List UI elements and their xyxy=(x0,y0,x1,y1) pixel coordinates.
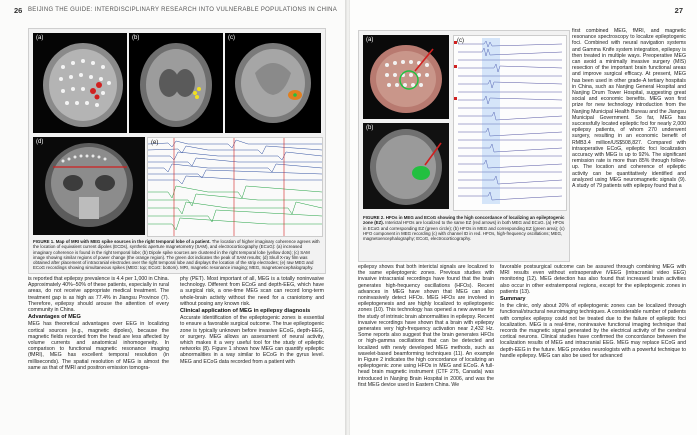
left-col2-paragraph: phy (PET). Most important of all, MEG is a totally noninvasive technology. Different from ECoG and depth-EEG, which have a surgical risk, a one-time MEG scan can record long-term whole-brain activity without the need for a craniotomy and without posing any known risk. xyxy=(180,276,324,307)
panel-label-a: (a) xyxy=(36,35,44,41)
heading-clinical-application: Clinical application of MEG in epilepsy diagnosis xyxy=(180,308,311,315)
figure-1-panel-d xyxy=(33,137,145,235)
left-page xyxy=(0,0,346,435)
panel-label-b: (b) xyxy=(132,35,140,41)
figure-2-panel-c xyxy=(453,35,567,211)
ecog-brain-image xyxy=(363,35,449,119)
panel-label-2a: (a) xyxy=(366,37,374,43)
left-col1-paragraph: is reported that epilepsy prevalence is 4.4 per 1,000 in China. Approximately 40%–50% of these patients, especially in rural areas, do not receive appropriate medical treatment. The treatment gap is as high as 77.4% in Jiangsu Province (7). Therefore, epilepsy should arouse the attention of every community in China. xyxy=(28,276,170,314)
right-page-number: 27 xyxy=(674,6,683,15)
figure-2-caption-text: Interictal HFOs are localized to the same EZ (red arrows) in both MEG and ECoG. (a) HFOs in ECoG and corresponding EZ (green circle); (b) HFOs in MEG and corresponding EZ (green area); (c) HFO component in MEG recording (c) with channel ID in red. HFOs, high-frequency oscillations; MEG, magnetoencephalography; ECoG, electrocorticography. xyxy=(363,220,565,242)
panel-label-e: (e) xyxy=(151,140,159,146)
figure-1-panel-a xyxy=(33,33,127,133)
panel-label-c: (c) xyxy=(228,35,235,41)
panel-label-d: (d) xyxy=(36,139,44,145)
skull-xray-image xyxy=(33,137,145,235)
left-column-1 xyxy=(28,276,169,372)
heading-summary: Summary xyxy=(500,296,526,303)
right-col1-paragraph: epilepsy shows that both interictal signals are localized to the same epileptogenic zones. Previous studies with invasive intracranial recordings have found that the brain generates high-frequency oscillations (HFOs). Recent advances in MEG have shown that MEG can also noninvasively detect HFOs. MEG HFOs are involved in epileptogenesis and are highly localized to epileptogenic zones (10). This technology has opened a new avenue for the study of intrinsic brain abnormalities in epilepsy. Recent invasive recordings have shown that a brain with epilepsy generates very high-frequency activation near 2,432 Hz. Some reports also suggest that the brain generates HFOs or high-gamma oscillations that can be detected and localized with newly developed MEG methods, such as wavelet-based beamforming techniques (11). An example in Figure 2 indicates the high concordance of localizing an epileptogenic zone using HFOs in MEG and ECoG. A full-head brain magnetic instrument (CTF 275, Canada) was introduced in Nanjing Brain Hospital in 2006, and was the first MEG device used in Eastern China. We xyxy=(358,264,494,388)
right-col2-paragraph: favorable postsurgical outcome can be assured through combining MEG with MRI results even without extraoperative iVEEG (intracranial video EEG) monitoring (12). MEG detection has also found that increased brain activities also occur in other extratemporal regions, except for the epileptogenic zones in patients (13). xyxy=(500,264,686,295)
figure-1-panel-e xyxy=(147,137,323,237)
axial-mri-image xyxy=(129,33,223,133)
figure-2-panel-a xyxy=(363,35,449,119)
figure-1-caption xyxy=(33,239,321,271)
left-running-head: BEIJING THE GUIDE: INTERDISCIPLINARY RESEARCH INTO VULNERABLE POPULATIONS IN CHINA xyxy=(28,7,338,13)
panel-label-2c: (c) xyxy=(457,38,464,44)
right-side-column xyxy=(572,28,686,190)
coronal-mri-image xyxy=(225,33,321,133)
left-column-2 xyxy=(180,276,324,366)
hfo-traces-image xyxy=(454,36,566,210)
panel-label-2b: (b) xyxy=(366,125,374,131)
figure-1-panel-c xyxy=(225,33,321,133)
figure-1-caption-title: FIGURE 1. Map of MRI with MEG spike sources in the right temporal lobe of a patient. xyxy=(33,239,211,244)
right-column-2 xyxy=(500,264,686,360)
figure-1-panel-b xyxy=(129,33,223,133)
right-page xyxy=(350,0,697,435)
left-page-number: 26 xyxy=(14,6,23,15)
heading-advantages-of-meg: Advantages of MEG xyxy=(28,314,81,321)
figure-2-caption-title: FIGURE 2. HFOs in MEG and ECoG showing the high concordance of localizing an epileptogenic zone (EZ). xyxy=(363,215,565,226)
figure-2-caption xyxy=(363,215,565,241)
meg-mri-image xyxy=(363,123,449,209)
right-side-paragraph: first combined MEG, fMRI, and magnetic resonance spectroscopy to localize epileptogenic foci. Combined with neural navigation systems and Gamma Knife system integration, epilepsy is then treated in multiple ways. Preoperative MEG can avoid a minimally invasive surgery (MIS) resection of the important brain functional areas and improve surgical efficacy. At present, MEG has been used in other grade-A tertiary hospitals in China, such as Nanjing General Hospital and Nanjing Drum Tower Hospital, suggesting great social and economic benefits. MEG won first prize for new technology introduction from the Nanjing Municipal Health Bureau and the Jiangsu Municipal Government. So far, MEG has successfully located epileptic foci for nearly 2,000 epilepsy patients, of whom 270 underwent surgery, resulting in an economic benefit of RMB3.4 million/US$508,827. Compared with intraoperative ECoG, epileptic foci localization accuracy with MEG is up to 92%. The significant remission rate is more than 85% through follow-up. The location and coherence of epileptic activity can be quantitatively identified and analyzed using MEG neuromagnetic signals (9). A study of 79 patients with epilepsy found that a xyxy=(572,28,686,190)
figure-1-caption-text: The location of higher imaginary coherence agrees with the location of equivalent current dipoles (ECDs), synthetic aperture magnetometry (SAM), and electrocorticography (ECoG): (a) increased imaginary coherence is found in the right temporal lobe; (b) Dipole spike sources are clustered in the right temporal lobe (yellow dots); (c) SAM image showing similar regions of power change (the orange region). The green dot indicates the peak of SAM results; (d) Skull X-ray film was obtained after placement of intracranial electrodes over the right temporal lobe and displays the location of the strip electrodes; (e) raw MEG and ECoG recordings showing simultaneous spikes (MEG: top; ECoG: bottom). MRI, magnetic resonance imaging; MEG, magnetoencephalography. xyxy=(33,239,320,271)
figure-1 xyxy=(28,28,326,274)
right-col2-paragraph-2: In the clinic, only about 20% of epileptogenic zones can be localized through functional/structural neuroimaging techniques. A considerable number of patients with complex epilepsy could not be treated due to the failure of epileptic foci localization. MEG is a real-time, noninvasive functional imaging technique that records the magnetic signal generated by the electrical activity of the cerebral cortical neurons. Clinical studies have confirmed the concordance between the localization results of MEG and intracranial EEG. MEG may replace ECoG and depth-EEG in the future. MEG provides neurologists with a powerful technique to handle epilepsy. MEG can also be used for advanced xyxy=(500,303,686,359)
left-col1-paragraph-2: MEG has theoretical advantages over EEG in localizing cortical sources (e.g., magnetic dipoles), because the magnetic fields recorded from the head are less affected by volume currents and anatomical inhomogeneity. In comparison to functional magnetic resonance imaging (fMRI), MEG has excellent temporal resolution (in milliseconds). The spatial resolution of MEG is almost the same as that of fMRI and positron emission tomogra- xyxy=(28,321,169,371)
figure-2 xyxy=(358,30,570,262)
figure-2-panel-b xyxy=(363,123,449,209)
brain-mri-dots-image xyxy=(33,33,127,133)
left-col2-paragraph-2: Accurate identification of the epileptogenic zones is essential to ensure a favorable surgical outcome. The true epileptogenic zone is typically unknown before invasive ECoG, depth-EEG, or surgery. MEG allows an assessment of neural activity, which makes it a very useful tool for the study of epileptic networks (8). Figure 1 shows how MEG can quantify epileptic abnormalities in a way similar to ECoG in the gyrus level. MEG and ECoG data recorded from a patient with xyxy=(180,315,324,365)
meg-ecog-traces-image xyxy=(148,138,322,236)
right-column-1 xyxy=(358,264,494,389)
